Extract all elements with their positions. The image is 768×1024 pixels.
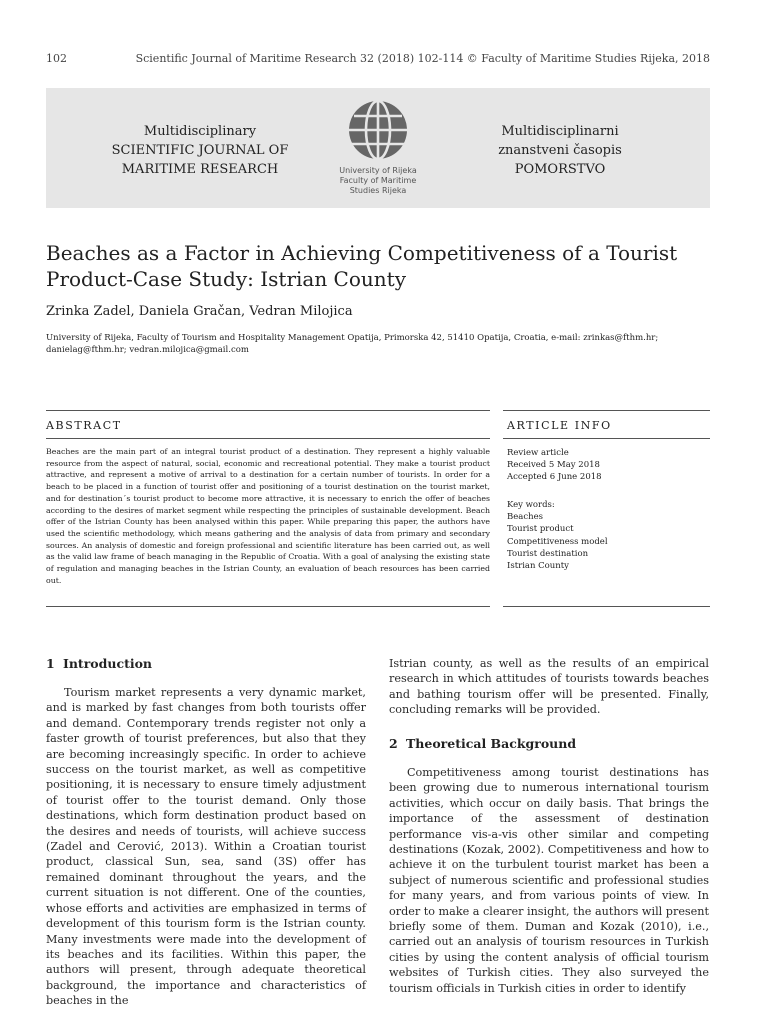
banner-left-line: SCIENTIFIC JOURNAL OF bbox=[111, 143, 289, 158]
abstract-text: Beaches are the main part of an integral tourist product of a destination. They represent a highly valuable resource from the aspect of natural, social, economic and recreational potential. They make a tourist product attractive, and represent a motive of arrival to a destination for a certain number of tourists. In order for a beach to be placed in a function of tourist offer and positioning of a tourist destination on the tourist market, and for destination´s tourist product to become more attractive, it is necessary to enrich the offer of beaches according to the desires of market segment while respecting the principles of sustainable development. Beach offer of the Istrian County has been analysed within this paper. While preparing this paper, the authors have used the scientific methodology, which means gathering and the analysis of data from primary and secondary sources. An analysis of domestic and foreign professional and scientific literature has been carried out, as well as the valid law frame of beach managing in the Republic of Croatia. With a goal of analysing the existing state of regulation and managing beaches in the Istrian County, an evaluation of beach resources has been carried out. bbox=[46, 447, 490, 585]
divider bbox=[46, 438, 490, 439]
banner-left-line: MARITIME RESEARCH bbox=[121, 162, 279, 177]
banner-right-line: Multidisciplinarni bbox=[501, 124, 619, 139]
logo-caption bbox=[318, 166, 438, 196]
logo-caption-line: University of Rijeka bbox=[339, 166, 417, 175]
globe-icon bbox=[346, 98, 410, 162]
keywords-label: Key words: bbox=[507, 500, 555, 510]
running-title: Scientific Journal of Maritime Research 32 (2018) 102-114 © Faculty of Maritime Studies Rijeka, 2018 bbox=[135, 52, 710, 65]
author-list: Zrinka Zadel, Daniela Gračan, Vedran Milojica bbox=[46, 304, 353, 319]
keyword: Tourist product bbox=[507, 524, 574, 535]
section-heading-introduction bbox=[46, 656, 152, 671]
divider bbox=[46, 410, 490, 411]
university-globe-logo bbox=[332, 98, 424, 208]
keyword: Competitiveness model bbox=[507, 536, 608, 547]
section-title: Introduction bbox=[63, 656, 153, 671]
section-heading-theoretical-background bbox=[389, 736, 576, 751]
section-title: Theoretical Background bbox=[406, 736, 577, 751]
banner-right-line: znanstveni časopis bbox=[498, 143, 622, 158]
divider bbox=[503, 410, 710, 411]
journal-banner bbox=[46, 88, 710, 208]
page-number: 102 bbox=[46, 52, 67, 65]
section-number: 1 bbox=[46, 656, 55, 671]
abstract-heading: ABSTRACT bbox=[46, 419, 122, 432]
accepted-date: Accepted 6 June 2018 bbox=[507, 472, 602, 483]
intro-paragraph-continued: Istrian county, as well as the results of an empirical research in which attitudes of tourists towards beaches and bathing tourism offer will be presented. Finally, concluding remarks will be provided. bbox=[389, 657, 709, 717]
article-info bbox=[507, 447, 602, 484]
banner-croatian-title bbox=[472, 122, 648, 179]
article-info-heading: ARTICLE INFO bbox=[507, 419, 612, 432]
divider bbox=[503, 606, 710, 607]
received-date: Received 5 May 2018 bbox=[507, 460, 600, 471]
intro-paragraph: Tourism market represents a very dynamic market, and is marked by fast changes from both tourists offer and demand. Contemporary trends register not only a faster growth of tourist preferences, but also that they are becoming increasingly specific. In order to achieve success on the tourist market, as well as competitive positioning, it is necessary to ensure timely adjustment of tourist offer to the tourist demand. Only those destinations, which form destination product based on the desires and needs of tourists, will achieve success (Zadel and Cerović, 2013). Within a Croatian tourist product, classical Sun, sea, sand (3S) offer has remained dominant throughout the years, and the current situation is not different. One of the counties, whose efforts and activities are emphasized in terms of development of this tourism form is the Istrian county. Many investments were made into the development of its beaches and its facilities. Within this paper, the authors will present, through adequate theoretical background, the importance and characteristics of beaches in the bbox=[46, 686, 366, 1008]
divider bbox=[46, 606, 490, 607]
theory-paragraph: Competitiveness among tourist destinations has been growing due to numerous international tourism activities, which occur on daily basis. That brings the importance of the assessment of destination performance vis-a-vis other similar and competing destinations (Kozak, 2002). Competitiveness and how to achieve it on the turbulent tourist market has been a subject of numerous scientific and professional studies for many years, and from various points of view. In order to make a clearer insight, the authors will present briefly some of them. Duman and Kozak (2010), i.e., carried out an analysis of tourism resources in Turkish cities by using the content analysis of official tourism websites of Turkish cities. They also surveyed the tourism officials in Turkish cities in order to identify bbox=[389, 766, 709, 995]
logo-caption-line: Studies Rijeka bbox=[349, 186, 407, 195]
article-title: Beaches as a Factor in Achieving Competitiveness of a Tourist Product-Case Study: Istrian County bbox=[46, 241, 678, 291]
logo-caption-line: Faculty of Maritime bbox=[339, 176, 417, 185]
keyword: Tourist destination bbox=[507, 548, 589, 559]
keywords-block bbox=[507, 499, 608, 572]
keyword: Istrian County bbox=[507, 561, 569, 572]
divider bbox=[503, 438, 710, 439]
keyword: Beaches bbox=[507, 512, 543, 523]
section-number: 2 bbox=[389, 736, 398, 751]
article-type: Review article bbox=[507, 448, 569, 458]
banner-right-line: POMORSTVO bbox=[514, 162, 606, 177]
banner-left-line: Multidisciplinary bbox=[143, 124, 257, 139]
banner-english-title bbox=[90, 122, 310, 179]
affiliation: University of Rijeka, Faculty of Tourism and Hospitality Management Opatija, Primorska 42, 51410 Opatija, Croatia, e-mail: zrinkas@fthm.hr; danielag@fthm.hr; vedran.milojica@gmail.com bbox=[46, 333, 659, 355]
